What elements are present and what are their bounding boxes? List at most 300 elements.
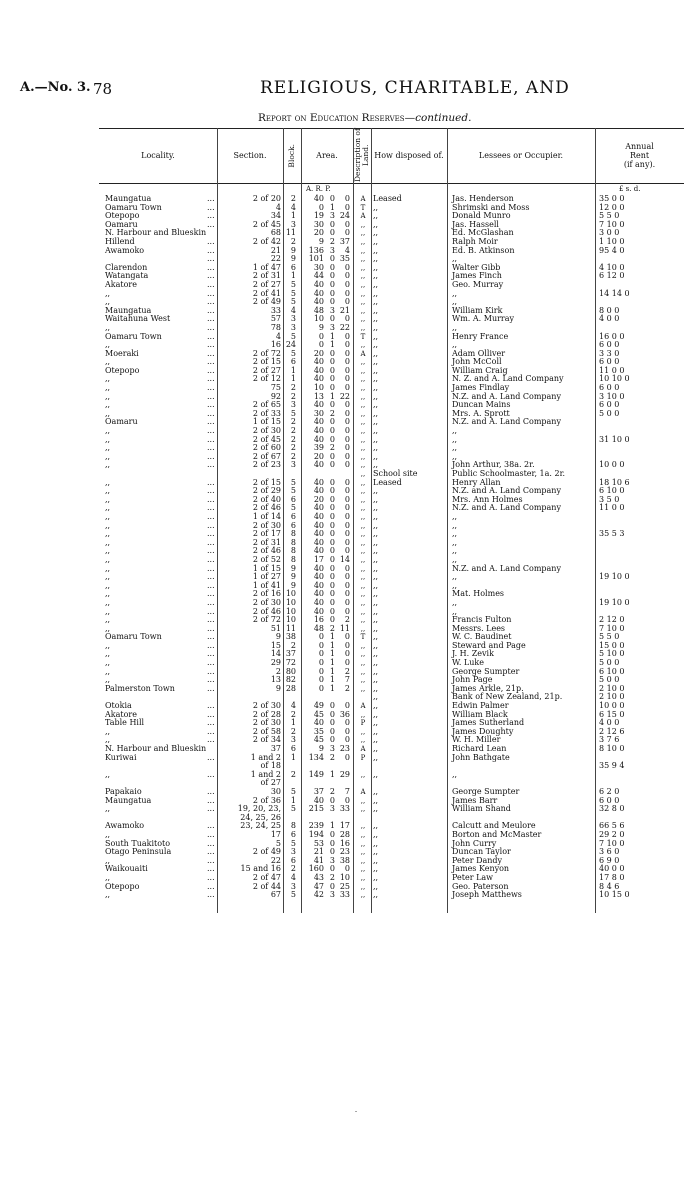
block-cell: 82 (285, 675, 296, 685)
leader-dots: ... (207, 245, 215, 255)
locality-cell: ,, (105, 658, 111, 668)
area-roods-cell: 1 (329, 821, 335, 831)
description-cell: ,, (360, 418, 366, 427)
table-row (99, 513, 684, 522)
section-cell: 24, 25, 26 (240, 812, 281, 822)
table-row (99, 547, 684, 556)
disposed-cell: ,, (373, 451, 379, 461)
table-row (99, 754, 684, 763)
section-cell: 2 of 27 (252, 365, 281, 375)
lessee-cell: Calcutt and Meulore (452, 821, 536, 831)
lessee-cell: William Craig (452, 365, 508, 375)
section-cell: 13 (270, 675, 281, 685)
disposed-cell: ,, (373, 262, 379, 272)
description-cell: ,, (360, 856, 366, 865)
disposed-cell: ,, (373, 305, 379, 315)
locality-cell: ,, (105, 726, 111, 736)
table-row (99, 384, 684, 393)
area-roods-cell: 0 (329, 417, 335, 427)
rent-cell: 11 0 0 (599, 365, 625, 375)
lessee-cell: Mat. Holmes (452, 589, 505, 599)
table-row (99, 745, 684, 754)
lessee-cell: Duncan Taylor (452, 847, 511, 857)
description-cell: ,, (360, 298, 366, 307)
description-cell: ,, (360, 280, 366, 289)
area-perches-cell: 38 (339, 855, 350, 865)
block-cell: 5 (290, 279, 296, 289)
locality-cell: Maungatua (105, 194, 152, 203)
area-roods-cell: 3 (329, 322, 335, 332)
table-row (99, 582, 684, 591)
lessee-cell: W. H. Miller (452, 735, 501, 745)
description-cell: ,, (360, 659, 366, 668)
area-perches-cell: 28 (339, 829, 350, 839)
table-row (99, 487, 684, 496)
section-cell: 2 of 31 (252, 271, 281, 281)
area-acres-cell: 40 (313, 537, 324, 547)
area-acres-cell: 40 (313, 417, 324, 427)
block-cell: 2 (290, 194, 296, 203)
area-perches-cell: 24 (339, 211, 350, 221)
locality-cell: ,, (105, 554, 111, 564)
description-cell: ,, (360, 255, 366, 264)
area-roods-cell: 0 (329, 219, 335, 229)
block-cell: 6 (290, 829, 296, 839)
area-perches-cell: 0 (344, 451, 350, 461)
col-rent: Annual Rent (if any). (623, 142, 656, 169)
section-cell: 1 of 15 (252, 417, 281, 427)
area-perches-cell: 23 (339, 744, 350, 753)
block-cell: 5 (290, 838, 296, 848)
table-row (99, 522, 684, 531)
section-cell: 14 (270, 649, 281, 659)
area-roods-cell: 3 (329, 211, 335, 221)
area-roods-cell: 0 (329, 262, 335, 272)
table-row (99, 255, 684, 264)
area-perches-cell: 11 (339, 623, 350, 633)
col-lessees: Lessees or Occupier. (478, 151, 564, 160)
table-row (99, 650, 684, 659)
lessee-cell: Ed. B. Atkinson (452, 245, 515, 255)
leader-dots: ... (207, 288, 215, 298)
disposed-cell: ,, (373, 357, 379, 367)
rent-cell: 66 5 6 (599, 821, 625, 831)
area-roods-cell: 0 (329, 357, 335, 367)
area-roods-cell: 0 (329, 460, 335, 470)
area-roods-cell: 2 (329, 623, 335, 633)
disposed-cell: ,, (373, 580, 379, 590)
leader-dots: ... (207, 383, 215, 393)
area-perches-cell: 0 (344, 494, 350, 504)
locality-cell: ,, (105, 477, 111, 487)
table-row (99, 565, 684, 574)
section-cell: 2 of 29 (252, 486, 281, 496)
area-roods-cell: 0 (329, 383, 335, 393)
rent-cell: 8 4 6 (599, 881, 620, 891)
rent-cell: 1 10 0 (599, 236, 625, 246)
locality-cell: Maungatua (105, 305, 152, 315)
disposed-cell: Leased (373, 194, 402, 203)
lessee-cell: N.Z. and A. Land Company (452, 417, 561, 427)
description-cell: ,, (360, 770, 366, 779)
leader-dots: ... (207, 254, 215, 264)
table-row (99, 401, 684, 410)
block-cell: 1 (290, 365, 296, 375)
section-cell: 2 of 30 (252, 520, 281, 530)
area-acres-cell: 0 (318, 666, 324, 676)
disposed-cell: ,, (373, 511, 379, 521)
area-roods-cell: 0 (329, 838, 335, 848)
area-roods-cell: 2 (329, 236, 335, 246)
doc-ref: A.—No. 3. (20, 80, 91, 95)
area-acres-cell: 40 (313, 572, 324, 582)
table-row (99, 831, 684, 840)
leader-dots: ... (207, 563, 215, 573)
area-acres-cell: 0 (318, 640, 324, 650)
area-perches-cell: 0 (344, 632, 350, 642)
leader-dots: ... (207, 890, 215, 900)
area-roods-cell: 0 (329, 271, 335, 281)
rent-cell: 2 10 0 (599, 692, 625, 702)
rent-cell: 7 10 0 (599, 838, 625, 848)
area-roods-cell: 1 (329, 640, 335, 650)
area-roods-cell: 0 (329, 477, 335, 487)
area-roods-cell: 2 (329, 786, 335, 796)
area-roods-cell: 0 (329, 288, 335, 298)
lessee-cell: J. H. Zevik (452, 649, 494, 659)
area-acres-cell: 40 (313, 194, 324, 203)
description-cell: ,, (360, 444, 366, 453)
disposed-cell: ,, (373, 245, 379, 255)
area-roods-cell: 0 (329, 726, 335, 736)
section-cell: 37 (270, 744, 281, 753)
disposed-cell: ,, (373, 597, 379, 607)
disposed-cell: ,, (373, 701, 379, 711)
locality-cell: ,, (105, 572, 111, 582)
lessee-cell: Donald Munro (452, 211, 511, 221)
area-roods-cell: 1 (329, 683, 335, 693)
leader-dots: ... (207, 649, 215, 659)
locality-cell: Papakaio (105, 786, 142, 796)
area-acres-cell: 194 (308, 829, 324, 839)
leader-dots: ... (207, 735, 215, 745)
locality-cell: ,, (105, 460, 111, 470)
table-row (99, 212, 684, 221)
section-cell: 2 of 49 (252, 847, 281, 857)
disposed-cell: ,, (373, 408, 379, 418)
table-row (99, 599, 684, 608)
block-cell: 4 (290, 305, 296, 315)
locality-cell: N. Harbour and Blueskin (105, 228, 207, 238)
area-perches-cell: 22 (339, 391, 350, 401)
section-cell: 2 (275, 666, 281, 676)
area-perches-cell: 7 (344, 675, 350, 685)
disposed-cell: ,, (373, 331, 379, 341)
disposed-cell: ,, (373, 288, 379, 298)
section-cell: 2 of 15 (252, 357, 281, 367)
area-acres-cell: 49 (313, 701, 324, 711)
section-cell: 1 of 27 (252, 572, 281, 582)
table-row (99, 616, 684, 625)
page-mark: - (355, 1108, 358, 1115)
area-acres-cell: 40 (313, 297, 324, 307)
area-acres-cell: 40 (313, 520, 324, 530)
lessee-cell: ,, (452, 529, 458, 539)
lessee-cell: James Finch (452, 271, 502, 281)
disposed-cell: ,, (373, 537, 379, 547)
area-acres-cell: 9 (318, 322, 324, 332)
disposed-cell: ,, (373, 460, 379, 470)
leader-dots: ... (207, 537, 215, 547)
area-acres-cell: 9 (318, 236, 324, 246)
area-acres-cell: 0 (318, 632, 324, 642)
block-cell: 10 (285, 606, 296, 616)
locality-cell: Kuriwai (105, 752, 137, 762)
area-acres-cell: 45 (313, 709, 324, 719)
disposed-cell: ,, (373, 271, 379, 281)
leader-dots: ... (207, 580, 215, 590)
lessee-cell: Shrimski and Moss (452, 202, 530, 212)
lessee-cell: John Page (452, 675, 493, 685)
rent-cell: 12 0 0 (599, 202, 625, 212)
area-roods-cell: 0 (329, 348, 335, 358)
locality-cell: ,, (105, 494, 111, 504)
block-cell: 9 (290, 245, 296, 255)
area-roods-cell: 0 (329, 735, 335, 745)
description-cell: ,, (360, 805, 366, 814)
description-cell: ,, (360, 822, 366, 831)
leader-dots: ... (207, 202, 215, 212)
block-cell: 2 (290, 864, 296, 874)
lessee-cell: ,, (452, 554, 458, 564)
table-row (99, 281, 684, 290)
table-row (99, 315, 684, 324)
table-row (99, 393, 684, 402)
disposed-cell: ,, (373, 322, 379, 332)
rent-cell: 17 8 0 (599, 872, 625, 882)
block-cell: 2 (290, 709, 296, 719)
area-perches-cell: 0 (344, 503, 350, 513)
area-roods-cell: 0 (329, 554, 335, 564)
locality-cell: Otago Peninsula (105, 847, 172, 857)
description-cell: ,, (360, 796, 366, 805)
section-cell: 4 (275, 202, 281, 212)
description-cell: ,, (360, 882, 366, 891)
area-roods-cell: 0 (329, 297, 335, 307)
area-perches-cell: 0 (344, 580, 350, 590)
subtitle-main: Report on Education Reserves— (258, 112, 416, 124)
area-perches-cell: 0 (344, 426, 350, 436)
lessee-cell: Henry France (452, 331, 509, 341)
description-cell: ,, (360, 323, 366, 332)
disposed-cell: ,, (373, 881, 379, 891)
rent-cell: 3 5 0 (599, 494, 620, 504)
block-cell: 3 (290, 322, 296, 332)
area-roods-cell: 0 (329, 709, 335, 719)
section-cell: 34 (270, 211, 281, 221)
leader-dots: ... (207, 340, 215, 350)
area-acres-cell: 20 (313, 348, 324, 358)
section-cell: 2 of 46 (252, 546, 281, 556)
disposed-cell: ,, (373, 804, 379, 814)
area-perches-cell: 0 (344, 400, 350, 410)
area-roods-cell: 0 (329, 503, 335, 513)
rent-cell: 31 10 0 (599, 434, 630, 444)
table-row (99, 350, 684, 359)
locality-cell: ,, (105, 520, 111, 530)
block-cell: 10 (285, 615, 296, 625)
section-cell: 21 (270, 245, 281, 255)
lessee-cell: John McColl (452, 357, 502, 367)
section-cell: 15 and 16 (240, 864, 281, 874)
disposed-cell: ,, (373, 890, 379, 900)
disposed-cell: ,, (373, 211, 379, 221)
table-row (99, 539, 684, 548)
lessee-cell: N. Z. and A. Land Company (452, 374, 564, 384)
locality-cell: Waikouaiti (105, 864, 148, 874)
area-acres-cell: 44 (313, 271, 324, 281)
section-cell: of 18 (260, 761, 281, 771)
section-cell: 9 (275, 683, 281, 693)
locality-cell: ,, (105, 872, 111, 882)
table-header (99, 128, 684, 183)
rent-cell: 95 4 0 (599, 245, 625, 255)
locality-cell: ,, (105, 769, 111, 779)
area-perches-cell: 35 (339, 254, 350, 264)
section-cell: 29 (270, 658, 281, 668)
block-cell: 3 (290, 219, 296, 229)
block-cell: 11 (285, 228, 296, 238)
disposed-cell: ,, (373, 314, 379, 324)
description-cell: ,, (360, 427, 366, 436)
disposed-cell: ,, (373, 855, 379, 865)
area-roods-cell: 0 (329, 580, 335, 590)
lessee-cell: James Arkle, 21p. (452, 683, 524, 693)
area-acres-cell: 0 (318, 340, 324, 350)
area-acres-cell: 40 (313, 606, 324, 616)
section-cell: 1 of 14 (252, 511, 281, 521)
leader-dots: ... (207, 460, 215, 470)
lessee-cell: ,, (452, 580, 458, 590)
locality-cell: ,, (105, 511, 111, 521)
area-perches-cell: 0 (344, 486, 350, 496)
area-perches-cell: 0 (344, 658, 350, 668)
area-roods-cell: 0 (329, 546, 335, 556)
section-cell: 30 (270, 786, 281, 796)
leader-dots: ... (207, 408, 215, 418)
section-cell: 2 of 27 (252, 279, 281, 289)
block-cell: 3 (290, 735, 296, 745)
section-cell: 1 and 2 (250, 752, 281, 762)
leader-dots: ... (207, 701, 215, 711)
disposed-cell: ,, (373, 297, 379, 307)
disposed-cell: ,, (373, 821, 379, 831)
block-cell: 6 (290, 357, 296, 367)
area-roods-cell: 1 (329, 649, 335, 659)
area-acres-cell: 40 (313, 288, 324, 298)
description-cell: ,, (360, 616, 366, 625)
leader-dots: ... (207, 838, 215, 848)
rent-cell: 8 0 0 (599, 305, 620, 315)
area-roods-cell: 1 (329, 666, 335, 676)
area-acres-cell: 42 (313, 890, 324, 900)
leader-dots: ... (207, 443, 215, 453)
rent-cell: 15 0 0 (599, 640, 625, 650)
area-acres-cell: 40 (313, 563, 324, 573)
area-acres-cell: 40 (313, 477, 324, 487)
leader-dots: ... (207, 752, 215, 762)
section-cell: 2 of 30 (252, 701, 281, 711)
rent-cell: 35 0 0 (599, 194, 625, 203)
leader-dots: ... (207, 718, 215, 728)
block-cell: 3 (290, 847, 296, 857)
description-cell: ,, (360, 452, 366, 461)
leader-dots: ... (207, 494, 215, 504)
table-row (99, 479, 684, 488)
rent-cell: 2 12 0 (599, 615, 625, 625)
locality-cell: Otepopo (105, 881, 140, 891)
section-cell: 2 of 45 (252, 219, 281, 229)
leader-dots: ... (207, 520, 215, 530)
description-cell: ,, (360, 229, 366, 238)
area-perches-cell: 0 (344, 537, 350, 547)
table-row (99, 865, 684, 874)
leader-dots: ... (207, 297, 215, 307)
disposed-cell: ,, (373, 838, 379, 848)
disposed-cell: ,, (373, 383, 379, 393)
section-cell: 22 (270, 855, 281, 865)
description-cell: ,, (360, 590, 366, 599)
rent-cell: 6 15 0 (599, 709, 625, 719)
section-cell: 2 of 45 (252, 434, 281, 444)
description-cell: ,, (360, 461, 366, 470)
disposed-cell: ,, (373, 864, 379, 874)
area-acres-cell: 40 (313, 400, 324, 410)
section-cell: 2 of 30 (252, 426, 281, 436)
area-units: A. R. P. (306, 185, 331, 193)
disposed-cell: School site (373, 469, 418, 478)
area-perches-cell: 16 (339, 838, 350, 848)
locality-cell: South Tuakitoto (105, 838, 171, 848)
lessee-cell: Steward and Page (452, 640, 526, 650)
locality-cell: Waitahuna West (105, 314, 171, 324)
rent-units: £ s. d. (619, 185, 641, 193)
table-subtitle (258, 112, 471, 124)
col-block: Block. (287, 143, 297, 168)
block-cell: 6 (290, 520, 296, 530)
area-roods-cell: 0 (329, 529, 335, 539)
block-cell: 10 (285, 597, 296, 607)
locality-cell: Oamaru Town (105, 632, 162, 642)
locality-cell: Watangata (105, 271, 149, 281)
leader-dots: ... (207, 486, 215, 496)
rent-cell: 5 0 0 (599, 408, 620, 418)
block-cell: 9 (290, 572, 296, 582)
area-acres-cell: 0 (318, 683, 324, 693)
section-cell: 2 of 40 (252, 494, 281, 504)
area-acres-cell: 40 (313, 426, 324, 436)
lessee-cell: Geo. Murray (452, 279, 504, 289)
disposed-cell: ,, (373, 675, 379, 685)
description-cell: ,, (360, 409, 366, 418)
description-cell: ,, (360, 487, 366, 496)
lessee-cell: James Barr (452, 795, 498, 805)
table-row (99, 771, 684, 780)
rent-cell: 2 12 6 (599, 726, 625, 736)
table-row (99, 822, 684, 831)
description-cell: ,, (360, 263, 366, 272)
section-cell: 5 (275, 838, 281, 848)
